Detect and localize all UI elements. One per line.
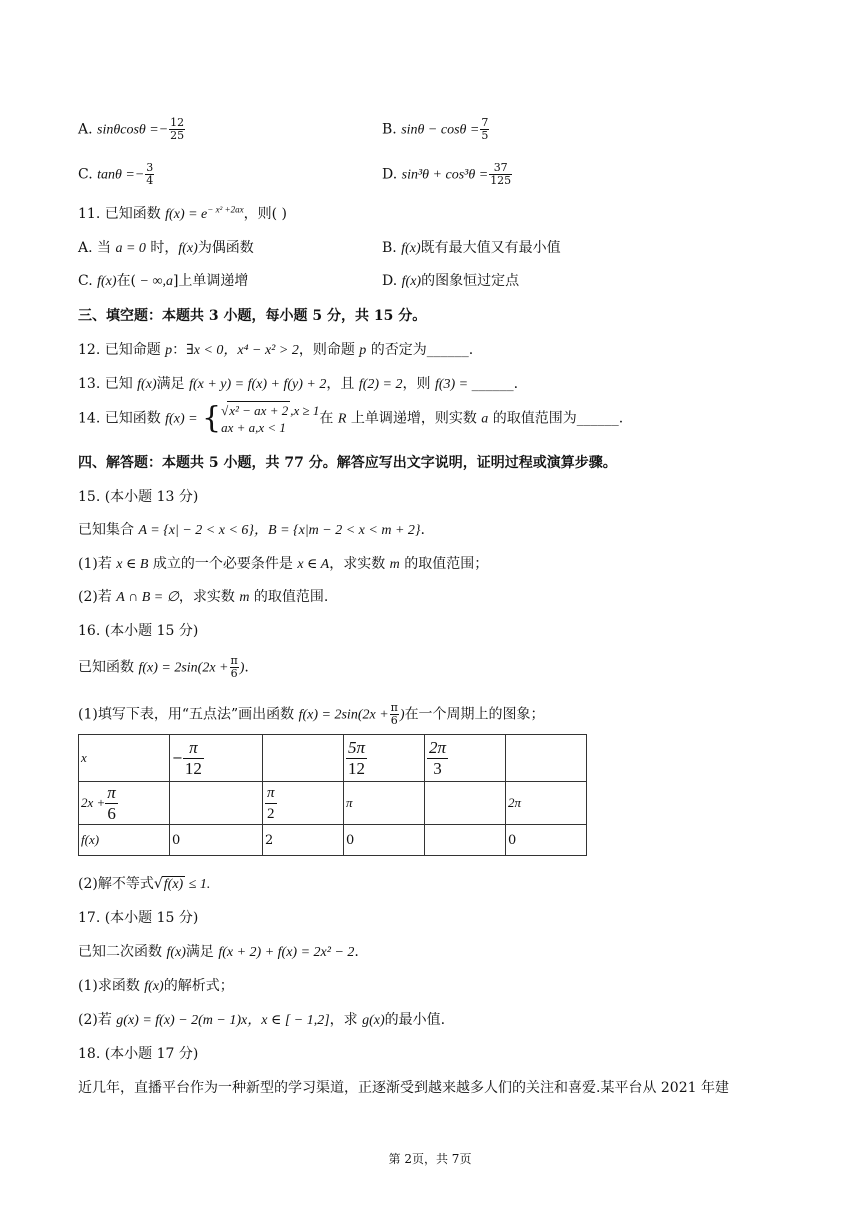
q15-given: 已知集合 A = {x| − 2 < x < 6}，B = {x|m − 2 < x < m + 2}. [78, 522, 425, 538]
table-cell: − $\frac{\pi}{12}$ [170, 735, 263, 782]
q17-part2: (2)若 g(x) = f(x) − 2(m − 1)x，x ∈ [ − 1,2]，求 g(x)的最小值. [78, 1012, 446, 1028]
q14-piecewise: √x² − ax + 2 ,x ≥ 1 ax + a,x < 1 [221, 403, 320, 435]
q10-option-c: C. tanθ =− $\frac{3}{4}$ [78, 161, 154, 187]
q11-option-d: D. f(x)的图象恒过定点 [382, 273, 520, 289]
q11-option-b: B. f(x)既有最大值又有最小值 [382, 240, 561, 256]
q11-option-c: C. f(x)在( − ∞,a]上单调递增 [78, 273, 249, 289]
table-cell: f(x) [79, 825, 170, 856]
table-cell: 0 [344, 825, 425, 856]
five-point-table [78, 734, 587, 856]
table-row [79, 735, 587, 782]
table-cell: x [79, 735, 170, 782]
table-row [79, 782, 587, 825]
q10-option-b: B. sinθ − cosθ = $\frac{7}{5}$ [382, 116, 489, 142]
table-cell: 2π [506, 782, 587, 825]
q13-text: 13. 已知 f(x)满足 f(x + y) = f(x) + f(y) + 2，且 f(2) = 2，则 f(3) = ______. [78, 376, 519, 392]
q17-part1: (1)求函数 f(x)的解析式； [78, 978, 234, 994]
q16-title: 16. (本小题 15 分) [78, 623, 199, 639]
q14-text: 14. 已知函数 f(x) = {√x² − ax + 2 ,x ≥ 1 ax + a,x < 1在 R 上单调递增，则实数 a 的取值范围为______. [78, 400, 624, 436]
section-heading-solutions: 四、解答题：本题共 5 小题，共 77 分。解答应写出文字说明，证明过程或演算步骤。 [78, 455, 617, 471]
brace-icon: { [202, 400, 222, 436]
table-cell [425, 825, 506, 856]
section-heading-fill-in: 三、填空题：本题共 3 小题，每小题 5 分，共 15 分。 [78, 308, 427, 324]
table-cell: 2x + $\frac{\pi}{6}$ [79, 782, 170, 825]
q15-title: 15. (本小题 13 分) [78, 489, 199, 505]
q11-option-a: A. 当 a = 0 时，f(x)为偶函数 [78, 240, 254, 256]
table-cell [170, 782, 263, 825]
q17-given: 已知二次函数 f(x)满足 f(x + 2) + f(x) = 2x² − 2. [78, 944, 359, 960]
q10-option-a: A. sinθcosθ =− $\frac{12}{25}$ [78, 116, 185, 142]
table-cell [425, 782, 506, 825]
table-cell: $\frac{2\pi}{3}$ [425, 735, 506, 782]
table-cell [263, 735, 344, 782]
table-cell [506, 735, 587, 782]
table-cell: π [344, 782, 425, 825]
table-cell: $\frac{5\pi}{12}$ [344, 735, 425, 782]
q10-option-d: D. sin³θ + cos³θ = $\frac{37}{125}$ [382, 161, 512, 187]
q18-text: 近几年，直播平台作为一种新型的学习渠道，正逐渐受到越来越多人们的关注和喜爱.某平台从 2021 年建 [78, 1080, 729, 1096]
page-footer: 第 2页，共 7页 [388, 1152, 472, 1166]
q15-part1: (1)若 x ∈ B 成立的一个必要条件是 x ∈ A，求实数 m 的取值范围； [78, 556, 489, 572]
table-cell: $\frac{\pi}{2}$ [263, 782, 344, 825]
q11-stem: 11. 已知函数 $f(x) = e^{- x^2 +2ax}$，则( ) [78, 204, 287, 222]
q16-given: 已知函数 f(x) = 2sin(2x + $\frac{\pi}{6}$ ). [78, 654, 249, 680]
q12-text: 12. 已知命题 p：∃x < 0，x⁴ − x² > 2，则命题 p 的否定为______. [78, 342, 474, 358]
table-cell: 0 [170, 825, 263, 856]
table-cell: 2 [263, 825, 344, 856]
q15-part2: (2)若 A ∩ B = ∅，求实数 m 的取值范围. [78, 589, 329, 605]
q16-part2: (2)解不等式√f(x) ≤ 1. [78, 876, 211, 892]
q17-title: 17. (本小题 15 分) [78, 910, 199, 926]
table-cell: 0 [506, 825, 587, 856]
table-row [79, 825, 587, 856]
q18-title: 18. (本小题 17 分) [78, 1046, 199, 1062]
q16-part1: (1)填写下表，用“五点法”画出函数 f(x) = 2sin(2x + $\frac{\pi}{6}$ )在一个周期上的图象； [78, 701, 545, 727]
